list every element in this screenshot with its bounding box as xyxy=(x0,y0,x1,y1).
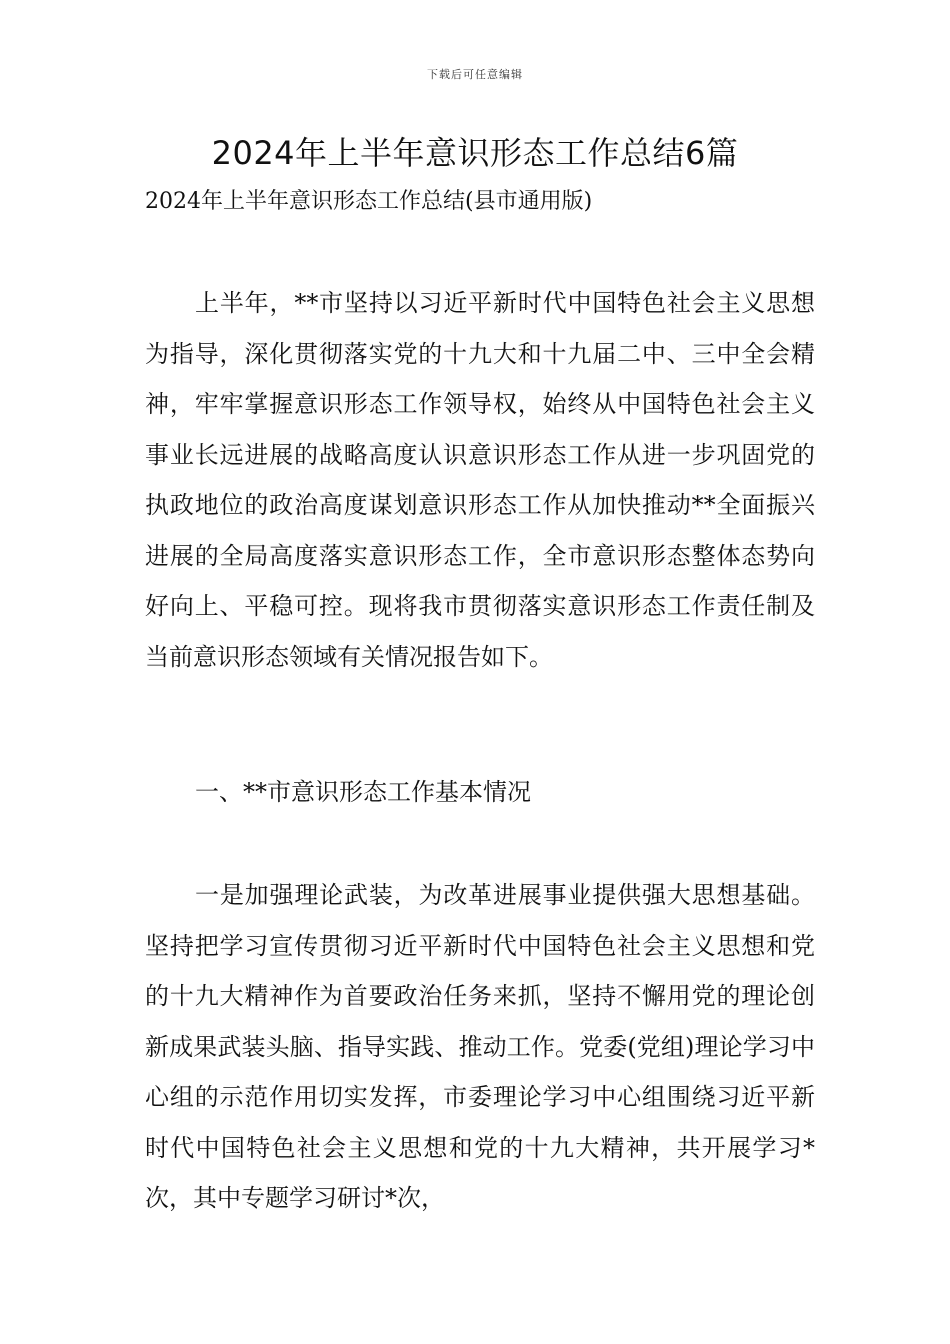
header-note: 下载后可任意编辑 xyxy=(427,68,523,81)
section-heading: 一、**市意识形态工作基本情况 xyxy=(195,778,531,806)
paragraph-theory: 一是加强理论武装，为改革进展事业提供强大思想基础。坚持把学习宣传贯彻习近平新时代中国特色社会主义思想和党的十九大精神作为首要政治任务来抓，坚持不懈用党的理论创新成果武装头脑、指导实践、推动工作。党委(党组)理论学习中心组的示范作用切实发挥，市委理论学习中心组围绕习近平新时代中国特色社会主义思想和党的十九大精神，共开展学习*次，其中专题学习研讨*次， xyxy=(145,881,815,1212)
document-subtitle: 2024年上半年意识形态工作总结(县市通用版) xyxy=(145,189,593,214)
document-title: 2024年上半年意识形态工作总结6篇 xyxy=(211,134,739,172)
paragraph-intro: 上半年，**市坚持以习近平新时代中国特色社会主义思想为指导，深化贯彻落实党的十九大和十九届二中、三中全会精神，牢牢掌握意识形态工作领导权，始终从中国特色社会主义事业长远进展的战略高度认识意识形态工作从进一步巩固党的执政地位的政治高度谋划意识形态工作从加快推动**全面振兴进展的全局高度落实意识形态工作，全市意识形态整体态势向好向上、平稳可控。现将我市贯彻落实意识形态工作责任制及当前意识形态领域有关情况报告如下。 xyxy=(145,289,815,671)
